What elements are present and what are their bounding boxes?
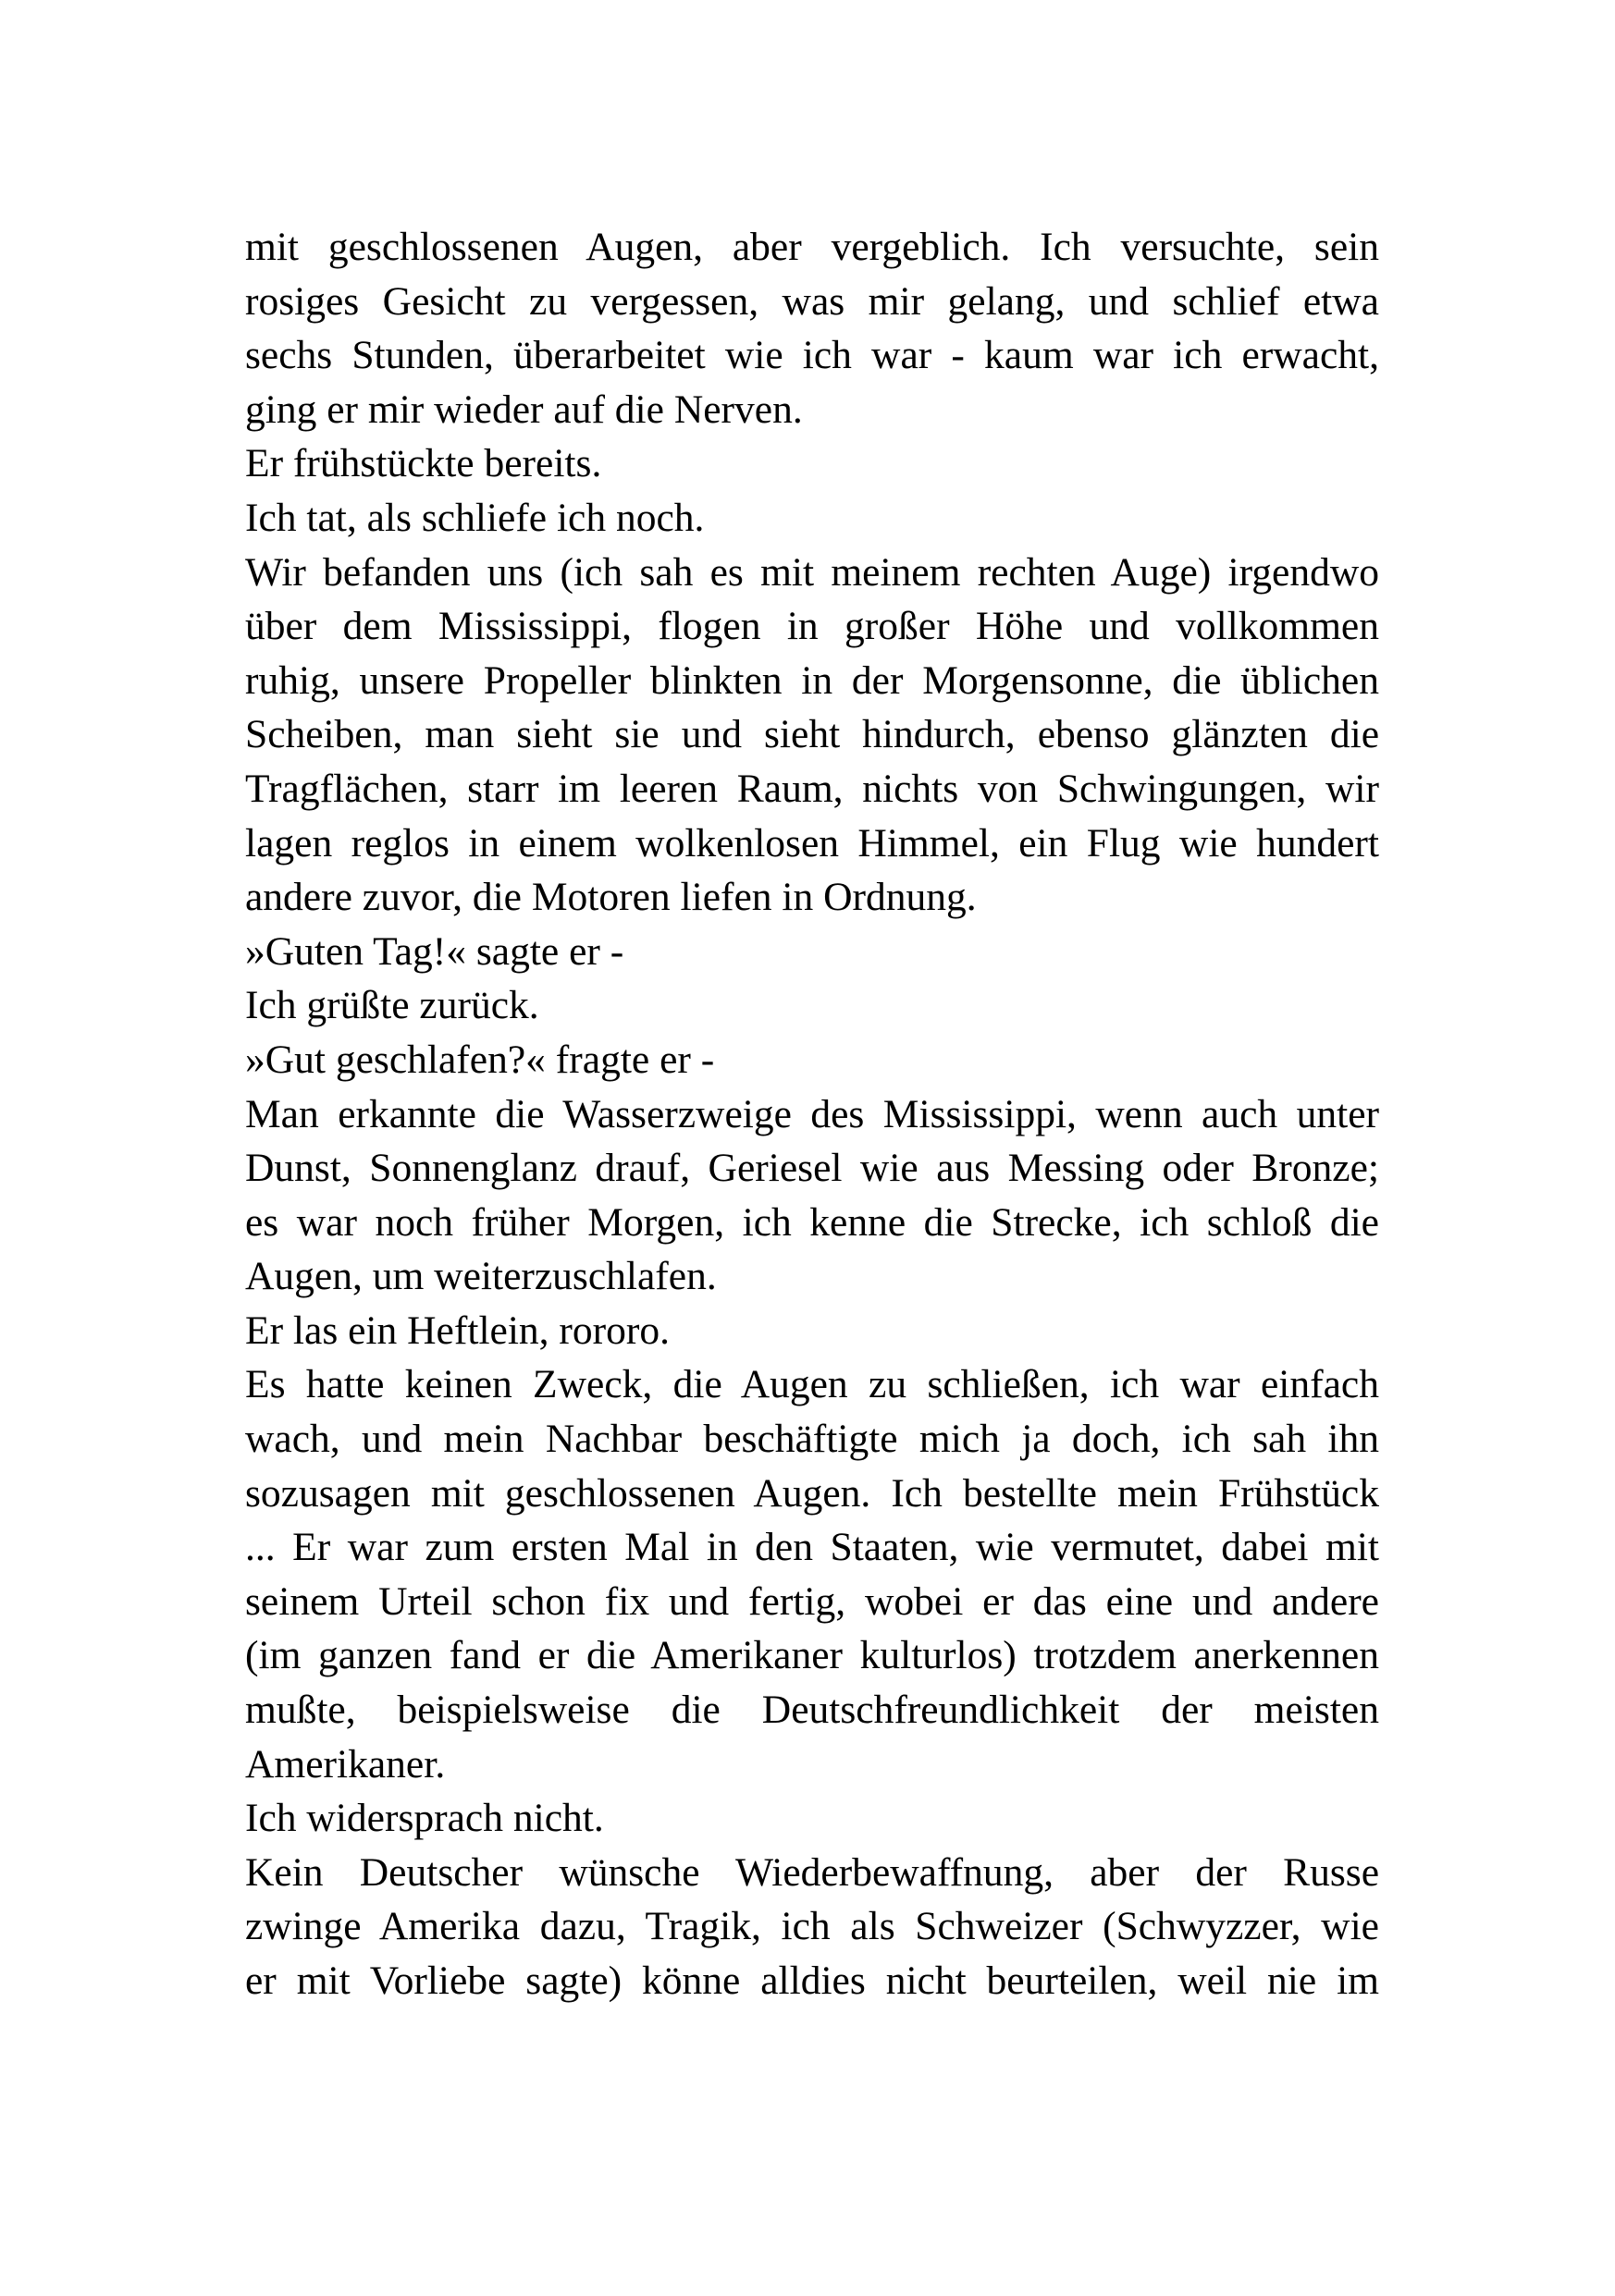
text-line: »Gut geschlafen?« fragte er - — [245, 1037, 715, 1082]
text-line: ging er mir wieder auf die Nerven. — [245, 387, 803, 432]
text-line: Tragflächen, starr im leeren Raum, nichts von Schwingungen, wir — [245, 766, 1379, 811]
text-line: mußte, beispielsweise die Deutschfreundlichkeit der meisten — [245, 1688, 1379, 1733]
text-line: sozusagen mit geschlossenen Augen. Ich bestellte mein Frühstück — [245, 1470, 1379, 1516]
text-line: ... Er war zum ersten Mal in den Staaten, wie vermutet, dabei mit — [245, 1525, 1379, 1570]
text-line: Amerikaner. — [245, 1741, 446, 1786]
text-line: er mit Vorliebe sagte) könne alldies nicht beurteilen, weil nie im — [245, 1958, 1379, 2003]
body-text — [245, 220, 1379, 2008]
text-line: Scheiben, man sieht sie und sieht hindurch, ebenso glänzten die — [245, 712, 1379, 757]
text-line: sechs Stunden, überarbeitet wie ich war - kaum war ich erwacht, — [245, 333, 1379, 378]
text-line: andere zuvor, die Motoren liefen in Ordnung. — [245, 875, 977, 920]
text-line: Wir befanden uns (ich sah es mit meinem rechten Auge) irgendwo — [245, 549, 1379, 595]
text-line: ruhig, unsere Propeller blinkten in der Morgensonne, die üblichen — [245, 657, 1379, 703]
text-line: zwinge Amerika dazu, Tragik, ich als Schweizer (Schwyzzer, wie — [245, 1904, 1379, 1949]
text-line: lagen reglos in einem wolkenlosen Himmel, ein Flug wie hundert — [245, 820, 1379, 866]
text-line: Ich grüßte zurück. — [245, 983, 539, 1028]
text-line: seinem Urteil schon fix und fertig, wobei er das eine und andere — [245, 1578, 1379, 1624]
text-line: (im ganzen fand er die Amerikaner kulturlos) trotzdem anerkennen — [245, 1633, 1379, 1678]
text-line: es war noch früher Morgen, ich kenne die Strecke, ich schloß die — [245, 1199, 1379, 1245]
text-line: Ich tat, als schliefe ich noch. — [245, 495, 705, 540]
text-line: Man erkannte die Wasserzweige des Mississippi, wenn auch unter — [245, 1091, 1379, 1136]
text-line: Es hatte keinen Zweck, die Augen zu schließen, ich war einfach — [245, 1362, 1379, 1407]
text-line: mit geschlossenen Augen, aber vergeblich. Ich versuchte, sein — [245, 225, 1379, 269]
text-line: Er frühstückte bereits. — [245, 441, 602, 486]
text-line: Er las ein Heftlein, rororo. — [245, 1308, 671, 1353]
text-line: Augen, um weiterzuschlafen. — [245, 1254, 717, 1299]
text-line: über dem Mississippi, flogen in großer Höhe und vollkommen — [245, 604, 1379, 649]
text-line: rosiges Gesicht zu vergessen, was mir gelang, und schlief etwa — [245, 278, 1379, 324]
text-line: »Guten Tag!« sagte er - — [245, 928, 624, 974]
text-line: Dunst, Sonnenglanz drauf, Geriesel wie aus Messing oder Bronze; — [245, 1146, 1379, 1191]
text-line: Ich widersprach nicht. — [245, 1796, 604, 1841]
text-line: Kein Deutscher wünsche Wiederbewaffnung, aber der Russe — [245, 1849, 1379, 1895]
text-line: wach, und mein Nachbar beschäftigte mich ja doch, ich sah ihn — [245, 1417, 1379, 1462]
